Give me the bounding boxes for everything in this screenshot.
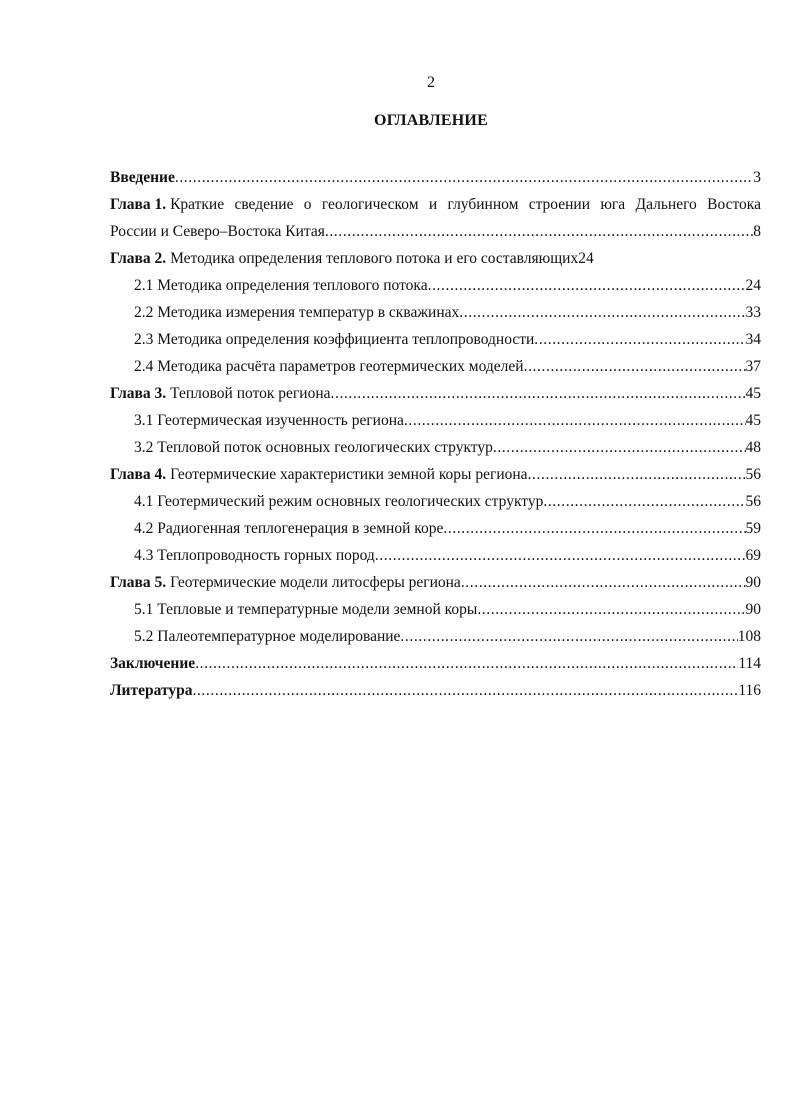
dot-leader [459, 299, 745, 326]
toc-entry-introduction[interactable] [110, 164, 761, 191]
entry-label: Тепловой поток региона [170, 385, 331, 402]
toc-entry-section-5-1[interactable] [110, 596, 761, 623]
toc-entry-section-4-3[interactable] [110, 542, 761, 569]
dot-leader [534, 326, 745, 353]
dot-leader [428, 272, 746, 299]
chapter-prefix: Глава 5. [110, 574, 167, 591]
dot-leader [528, 461, 746, 488]
toc-entry-chapter-5[interactable] [110, 569, 761, 596]
toc-entry-chapter-4[interactable] [110, 461, 761, 488]
dot-leader [331, 380, 746, 407]
entry-page: 24 [745, 277, 761, 294]
dot-leader [192, 677, 738, 704]
entry-label: Заключение [110, 655, 196, 672]
toc-entry-literature[interactable] [110, 677, 761, 704]
toc-entry-chapter-2[interactable] [110, 245, 761, 272]
entry-label: 5.2 Палеотемпературное моделирование [134, 628, 401, 645]
dot-leader [175, 164, 753, 191]
entry-page: 34 [745, 331, 761, 348]
entry-page: 90 [745, 601, 761, 618]
toc-entry-section-2-2[interactable] [110, 299, 761, 326]
entry-label: Литература [110, 682, 193, 699]
word: Краткие [170, 196, 225, 213]
chapter-prefix: Глава 4. [110, 466, 167, 483]
dot-leader [375, 542, 746, 569]
entry-label [110, 191, 224, 218]
page-title: ОГЛАВЛЕНИЕ [374, 112, 488, 129]
entry-page: 56 [745, 493, 761, 510]
entry-page: 90 [745, 574, 761, 591]
entry-label: 2.2 Методика измерения температур в скважинах [134, 304, 460, 321]
entry-page: 56 [745, 466, 761, 483]
toc-entry-section-2-3[interactable] [110, 326, 761, 353]
entry-page: 114 [738, 655, 761, 672]
dot-leader [443, 515, 745, 542]
dot-leader [325, 218, 753, 245]
entry-label: 5.1 Тепловые и температурные модели земной коры [134, 601, 478, 618]
entry-label: 4.2 Радиогенная теплогенерация в земной коре [134, 520, 444, 537]
dot-leader [493, 434, 746, 461]
word: о [303, 196, 312, 213]
entry-page: 3 [753, 169, 761, 186]
table-of-contents [110, 164, 761, 704]
dot-leader [524, 353, 746, 380]
word: геологическом [321, 196, 419, 213]
entry-label: Методика определения теплового потока и его составляющих [170, 250, 579, 267]
toc-entry-section-4-2[interactable] [110, 515, 761, 542]
entry-label: России и Северо–Востока Китая [110, 223, 325, 240]
entry-label: 4.1 Геотермический режим основных геологических структур [134, 493, 544, 510]
entry-label: Геотермические модели литосферы региона [170, 574, 461, 591]
toc-entry-section-4-1[interactable] [110, 488, 761, 515]
chapter-prefix: Глава 2. [110, 250, 167, 267]
word: Востока [707, 196, 761, 213]
entry-label: 3.1 Геотермическая изученность региона [134, 412, 404, 429]
dot-leader [461, 569, 746, 596]
entry-label: 2.4 Методика расчёта параметров геотермических моделей [134, 358, 524, 375]
chapter-prefix: Глава 1. [110, 196, 167, 213]
page-number: 2 [427, 74, 435, 91]
word: строении [528, 196, 591, 213]
toc-entry-section-2-4[interactable] [110, 353, 761, 380]
word: и [428, 196, 438, 213]
entry-label: 2.3 Методика определения коэффициента теплопроводности [134, 331, 535, 348]
dot-leader [477, 596, 745, 623]
entry-page: 33 [745, 304, 761, 321]
entry-label: 4.3 Теплопроводность горных пород [134, 547, 375, 564]
chapter-prefix: Глава 3. [110, 385, 167, 402]
entry-page: 116 [738, 682, 761, 699]
toc-entry-section-3-1[interactable] [110, 407, 761, 434]
dot-leader [543, 488, 745, 515]
toc-entry-section-3-2[interactable] [110, 434, 761, 461]
dot-leader [400, 623, 737, 650]
entry-label: 2.1 Методика определения теплового потока [134, 277, 428, 294]
toc-entry-section-2-1[interactable] [110, 272, 761, 299]
toc-entry-conclusion[interactable] [110, 650, 761, 677]
toc-entry-chapter-3[interactable] [110, 380, 761, 407]
entry-page: 69 [745, 547, 761, 564]
entry-page: 45 [745, 385, 761, 402]
toc-entry-section-5-2[interactable] [110, 623, 761, 650]
entry-page: 8 [753, 223, 761, 240]
entry-page: 59 [745, 520, 761, 537]
word: сведение [234, 196, 294, 213]
toc-entry-chapter-1-line-1[interactable] [110, 191, 761, 218]
dot-leader [404, 407, 746, 434]
word: глубинном [447, 196, 519, 213]
entry-page: 48 [745, 439, 761, 456]
entry-page: 45 [745, 412, 761, 429]
entry-label: 3.2 Тепловой поток основных геологических структур [134, 439, 493, 456]
entry-page: 37 [745, 358, 761, 375]
entry-page: 24 [578, 250, 594, 267]
word: Дальнего [635, 196, 697, 213]
toc-entry-chapter-1-line-2[interactable] [110, 218, 761, 245]
entry-page: 108 [737, 628, 761, 645]
word: юга [600, 196, 626, 213]
dot-leader [195, 650, 738, 677]
entry-label: Геотермические характеристики земной коры региона [170, 466, 528, 483]
entry-label: Введение [110, 169, 175, 186]
